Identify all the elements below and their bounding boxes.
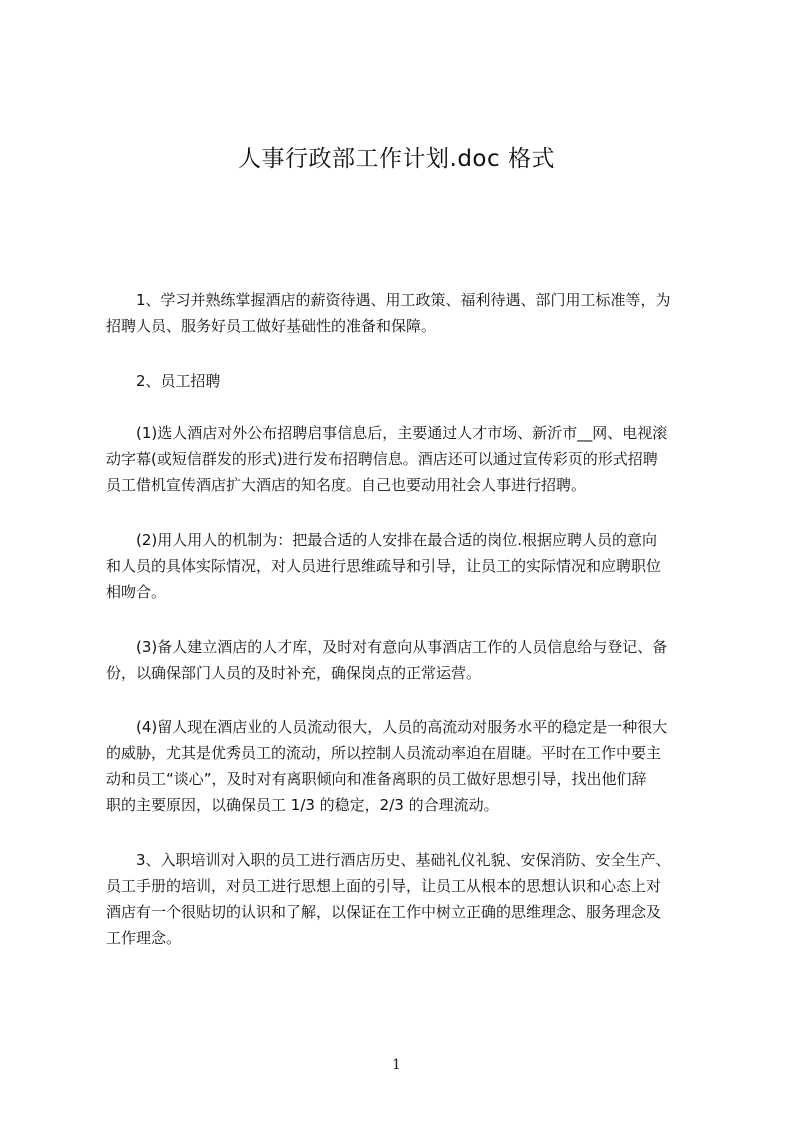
paragraph-line: (1)选人酒店对外公布招聘启事信息后，主要通过人才市场、新沂市__网、电视滚 [106,424,668,442]
paragraph-line: 员工借机宣传酒店扩大酒店的知名度。自己也要动用社会人事进行招聘。 [106,476,587,494]
paragraph-4 [106,527,709,605]
paragraph-line: 3、入职培训对入职的员工进行酒店历史、基础礼仪礼貌、安保消防、安全生产、 [106,851,671,869]
paragraph-line: 动字幕(或短信群发的形式)进行发布招聘信息。酒店还可以通过宣传彩页的形式招聘 [106,450,658,468]
paragraph-2 [106,368,709,394]
paragraph-line: (2)用人用人的机制为：把最合适的人安排在最合适的岗位.根据应聘人员的意向 [106,531,658,549]
paragraph-line: (3)备人建立酒店的人才库，及时对有意向从事酒店工作的人员信息给与登记、备 [106,638,668,656]
paragraph-line: 和人员的具体实际情况，对人员进行思维疏导和引导，让员工的实际情况和应聘职位 [106,557,662,575]
paragraph-line: (4)留人现在酒店业的人员流动很大，人员的高流动对服务水平的稳定是一种很大 [106,718,668,736]
paragraph-line: 相吻合。 [106,583,167,601]
paragraph-3 [106,420,709,498]
paragraph-line: 的威胁，尤其是优秀员工的流动，所以控制人员流动率迫在眉睫。平时在工作中要主 [106,744,662,762]
paragraph-7 [106,847,709,951]
paragraph-line: 1、学习并熟练掌握酒店的薪资待遇、用工政策、福利待遇、部门用工标准等，为 [106,291,671,309]
paragraph-5 [106,634,709,686]
paragraph-line: 职的主要原因，以确保员工 1/3 的稳定，2/3 的合理流动。 [106,796,499,814]
paragraph-line: 招聘人员、服务好员工做好基础性的准备和保障。 [106,317,437,335]
paragraph-line: 工作理念。 [106,929,182,947]
paragraph-line: 酒店有一个很贴切的认识和了解，以保证在工作中树立正确的思维理念、服务理念及 [106,903,662,921]
paragraph-line: 动和员工“谈心”，及时对有离职倾向和准备离职的员工做好思想引导，找出他们辞 [106,770,647,788]
paragraph-line: 2、员工招聘 [106,372,221,390]
document-title: 人事行政部工作计划.doc 格式 [238,146,555,172]
page-number: 1 [392,1057,401,1073]
paragraph-1 [106,287,709,339]
paragraph-6 [106,714,709,818]
paragraph-line: 份，以确保部门人员的及时补充，确保岗点的正常运营。 [106,664,482,682]
paragraph-line: 员工手册的培训，对员工进行思想上面的引导，让员工从根本的思想认识和心态上对 [106,877,662,895]
